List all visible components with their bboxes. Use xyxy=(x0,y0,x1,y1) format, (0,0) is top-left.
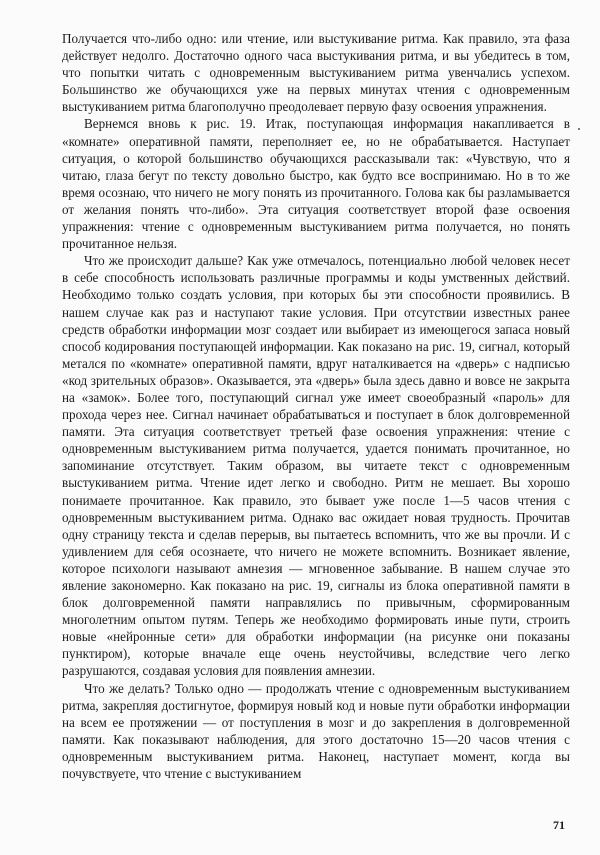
paragraph-3: Что же происходит дальше? Как уже отмечалось, потенциально любой человек несет в себе способность использовать различные программы и коды умственных действий. Необходимо только создать условия, при которых бы эти способности проявились. В нашем случае как раз и наступают такие условия. При отсутствии известных ранее средств обработки информации мозг создает или выбирает из имеющегося запаса новый способ кодирования поступающей информации. Как показано на рис. 19, сигнал, который метался по «комнате» оперативной памяти, вдруг наталкивается на «дверь» с надписью «код зрительных образов». Оказывается, эта «дверь» была здесь давно и вовсе не закрыта на «замок». Более того, поступающий сигнал уже имеет своеобразный «пароль» для прохода через нее. Сигнал начинает обрабатываться и поступает в блок долговременной памяти. Эта ситуация соответствует третьей фазе освоения упражнения: чтение с одновременным выстукиванием ритма получается, удается понимать прочитанное, но запоминание отсутствует. Таким образом, вы читаете текст с одновременным выстукиванием ритма. Чтение идет легко и свободно. Ритм не мешает. Вы хорошо понимаете прочитанное. Как правило, это бывает уже после 1—5 часов чтения с одновременным выстукиванием ритма. Однако вас ожидает новая трудность. Прочитав одну страницу текста и сделав перерыв, вы пытаетесь вспомнить, что же вы прочли. И с удивлением для себя осознаете, что ничего не можете вспомнить. Возникает явление, которое психологи называют амнезия — мгновенное забывание. В нашем случае это явление закономерно. Как показано на рис. 19, сигналы из блока оперативной памяти в блок долговременной памяти направлялись по привычным, сформированным многолетним опытом путям. Теперь же необходимо формировать иные пути, строить новые «нейронные сети» для обработки информации (на рисунке они показаны пунктиром), которые вначале еще очень неустойчивы, вследствие чего легко разрушаются, создавая условия для появления амнезии. xyxy=(62,253,570,679)
paragraph-4: Что же делать? Только одно — продолжать чтение с одновременным выстукиванием ритма, закрепляя достигнутое, формируя новый код и новые пути обработки информации на всем ее протяжении — от поступления в мозг и до закрепления в долговременной памяти. Как показывают наблюдения, для этого достаточно 15—20 часов чтения с одновременным выстукиванием ритма. Наконец, наступает момент, когда вы почувствуете, что чтение с выстукиванием xyxy=(62,680,570,782)
paragraph-1: Получается что-либо одно: или чтение, или выстукивание ритма. Как правило, эта фаза действует недолго. Достаточно одного часа выстукивания ритма, и вы убедитесь в том, что попытки читать с одновременным выстукиванием ритма увенчались успехом. Большинство же обучающихся уже на первых минутах чтения с одновременным выстукиванием ритма благополучно преодолевает первую фазу освоения упражнения. xyxy=(62,31,570,115)
scan-speck xyxy=(578,128,580,130)
paragraph-2: Вернемся вновь к рис. 19. Итак, поступающая информация накапливается в «комнате» оперативной памяти, переполняет ее, но не обрабатывается. Наступает ситуация, о которой большинство обучающихся рассказывали так: «Чувствую, что я читаю, глаза бегут по тексту довольно быстро, как будто все воспринимаю. Но в то же время осознаю, что ничего не могу понять из прочитанного. Голова как бы разламывается от желания понять что-либо». Эта ситуация соответствует второй фазе освоения упражнения: чтение с одновременным выстукиванием ритма получается, но понять прочитанное нельзя. xyxy=(62,116,570,252)
page-number: 71 xyxy=(553,818,565,832)
body-text xyxy=(62,30,570,782)
